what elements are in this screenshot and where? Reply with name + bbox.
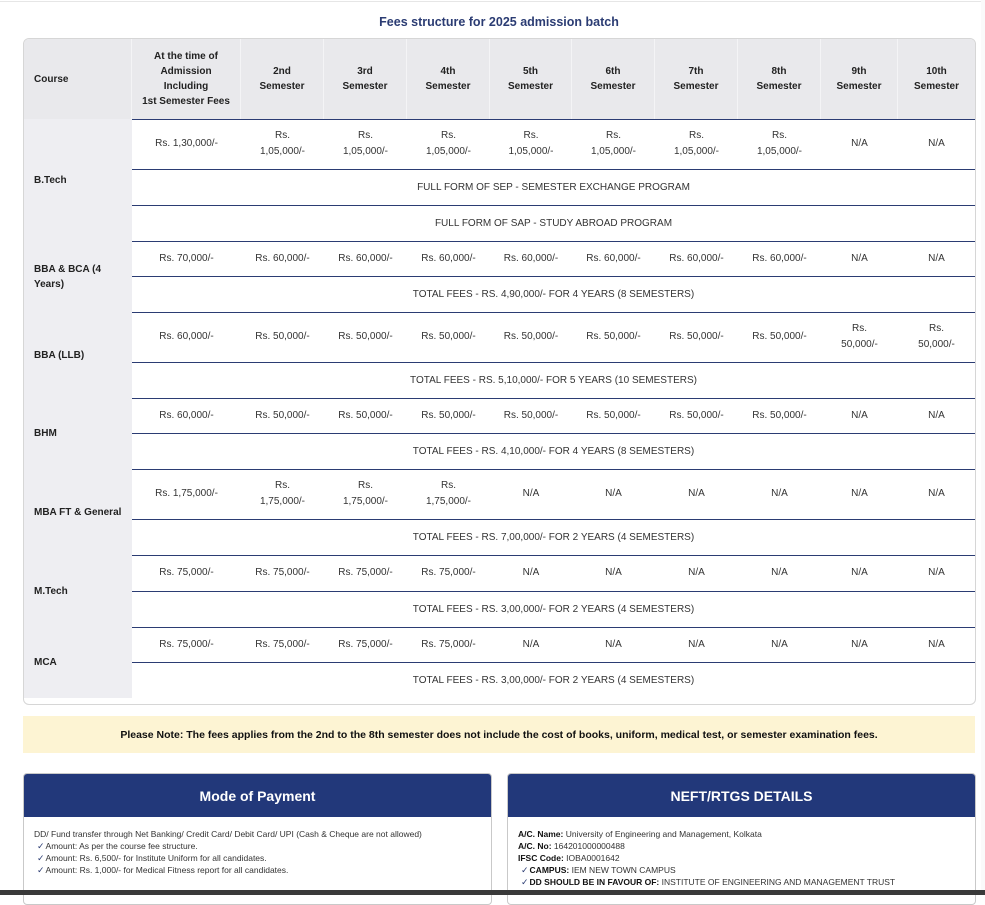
header-sem9-num: 9th [851,66,867,77]
account-number-value: 164201000000488 [551,841,625,851]
header-sem7-num: 7th [688,66,704,77]
course-name: BBA & BCA (4 Years) [24,241,132,312]
payment-item [34,852,481,864]
fee-cell: Rs. 1,05,000/- [508,130,554,157]
payment-methods: DD/ Fund transfer through Net Banking/ Credit Card/ Debit Card/ UPI (Cash & Cheque are not allowed) [34,829,422,839]
payment-item-text: Amount: As per the course fee structure. [45,841,198,851]
header-sem2-label: Semester [259,81,305,92]
fee-cell: Rs. 50,000/- [669,331,724,342]
fee-cell: N/A [928,138,945,149]
ifsc-label: IFSC Code: [518,853,564,863]
fee-cell: N/A [928,252,945,264]
fee-cell: Rs. 50,000/- [503,331,559,342]
fee-cell: Rs. 1,75,000/- [425,480,472,507]
payment-item-text: Amount: Rs. 1,000/- for Medical Fitness report for all candidates. [45,865,289,875]
account-name [518,828,965,840]
fee-cell: Rs. 60,000/- [159,409,214,421]
fee-cell: Rs. 50,000/- [752,331,807,342]
fee-cell: Rs. 1,05,000/- [673,130,720,157]
payment-item [34,840,481,852]
payment-card [23,773,492,905]
fee-cell: Rs. 50,000/- [586,331,641,342]
header-sem6-num: 6th [605,66,621,77]
header-admission-line2: Admission [160,66,212,77]
fee-cell: Rs. 1,75,000/- [259,480,306,507]
fee-cell: Rs. 1,05,000/- [756,130,803,157]
fee-cell: Rs. 70,000/- [159,252,214,264]
fee-cell: N/A [522,488,540,499]
fee-cell: N/A [851,138,868,149]
payment-item-text: Amount: Rs. 6,500/- for Institute Uniform for all candidates. [45,853,267,863]
row-note: TOTAL FEES - RS. 7,00,000/- FOR 2 YEARS (4 SEMESTERS) [412,532,695,543]
neft-body [508,817,975,888]
fee-cell: Rs. 50,000/- [918,323,955,350]
account-number [518,840,965,852]
dd-favour-label: DD SHOULD BE IN FAVOUR OF: [529,877,660,887]
header-sem9 [821,39,898,119]
header-sem7-label: Semester [673,81,719,92]
header-sem10-label: Semester [913,81,960,92]
row-note: TOTAL FEES - RS. 5,10,000/- FOR 5 YEARS (10 SEMESTERS) [410,375,697,386]
dd-favour [518,876,965,888]
page-edge [981,0,985,895]
header-admission-line3: Including [163,81,209,92]
header-course: Course [24,39,132,119]
fee-cell: Rs. 75,000/- [421,638,476,650]
dd-favour-value: INSTITUTE OF ENGINEERING AND MANAGEMENT TRUST [659,877,896,887]
header-sem6 [572,39,655,119]
fee-cell: Rs. 50,000/- [338,331,393,342]
row-note: FULL FORM OF SEP - SEMESTER EXCHANGE PROGRAM [417,182,690,193]
course-name: MCA [24,627,132,698]
row-note: TOTAL FEES - RS. 3,00,000/- FOR 2 YEARS (4 SEMESTERS) [412,675,695,686]
header-sem2 [241,39,324,119]
fee-cell: Rs. 60,000/- [586,252,641,264]
fee-cell: Rs. 1,30,000/- [155,138,218,149]
fee-cell: N/A [851,638,868,650]
header-sem8-label: Semester [756,81,802,92]
check-icon: ✓ [521,865,529,875]
row-note: TOTAL FEES - RS. 4,90,000/- FOR 4 YEARS (8 SEMESTERS) [412,289,695,300]
fee-cell: Rs. 60,000/- [669,252,724,264]
ifsc-code [518,852,965,864]
account-name-value: University of Engineering and Management, Kolkata [563,829,762,839]
fee-cell: N/A [688,567,705,578]
header-admission [132,39,241,119]
fee-cell: Rs. 1,75,000/- [155,488,218,499]
course-name: MBA FT & General [24,469,132,555]
fee-cell: Rs. 75,000/- [159,567,214,578]
fee-cell: N/A [771,567,788,578]
header-sem6-label: Semester [590,81,636,92]
course-name: M.Tech [24,555,132,627]
row-note: TOTAL FEES - RS. 4,10,000/- FOR 4 YEARS (8 SEMESTERS) [412,446,695,457]
fees-note: Please Note: The fees applies from the 2nd to the 8th semester does not include the cost of books, uniform, medical test, or semester examination fees. [23,716,975,753]
fee-cell: N/A [605,638,622,650]
course-name: B.Tech [24,119,132,241]
fee-cell: N/A [771,638,788,650]
fee-cell: Rs. 75,000/- [338,567,393,578]
header-sem10 [898,39,975,119]
fee-cell: N/A [851,567,868,578]
header-sem2-num: 2nd [273,66,291,77]
bottom-scroll-edge [0,890,985,895]
check-icon: ✓ [37,853,45,863]
header-admission-line4: 1st Semester Fees [142,96,230,107]
header-sem3 [324,39,407,119]
fee-cell: Rs. 50,000/- [503,409,559,421]
course-name: BBA (LLB) [24,312,132,398]
account-name-label: A/C. Name: [518,829,564,839]
fee-cell: N/A [851,488,868,499]
neft-title: NEFT/RTGS DETAILS [508,774,975,817]
payment-item [34,864,481,876]
ifsc-value: IOBA0001642 [563,853,620,863]
fee-cell: N/A [771,488,788,499]
account-number-label: A/C. No: [518,841,552,851]
fee-cell: Rs. 50,000/- [421,331,476,342]
header-sem4 [407,39,490,119]
row-note: FULL FORM OF SAP - STUDY ABROAD PROGRAM [434,218,673,229]
fee-cell: Rs. 50,000/- [255,331,310,342]
header-admission-line1: At the time of [154,51,218,62]
fee-cell: N/A [522,638,540,650]
fee-cell: N/A [688,638,705,650]
page-title: Fees structure for 2025 admission batch [379,15,619,29]
header-sem8 [738,39,821,119]
fee-cell: Rs. 75,000/- [159,638,214,650]
fee-cell: Rs. 50,000/- [421,409,476,421]
fee-cell: N/A [522,567,540,578]
neft-card [507,773,976,905]
fee-cell: Rs. 75,000/- [421,567,476,578]
header-sem9-label: Semester [836,81,882,92]
course-name: BHM [24,398,132,469]
header-sem8-num: 8th [771,66,787,77]
fee-cell: Rs. 50,000/- [586,409,641,421]
fee-cell: Rs. 50,000/- [752,409,807,421]
row-note: TOTAL FEES - RS. 3,00,000/- FOR 2 YEARS (4 SEMESTERS) [412,604,695,615]
fee-cell: N/A [688,488,705,499]
header-sem5-label: Semester [507,81,554,92]
header-sem3-num: 3rd [357,66,373,77]
fee-cell: Rs. 60,000/- [159,331,214,342]
campus [518,864,965,876]
header-sem3-label: Semester [342,81,388,92]
top-divider [0,1,985,2]
header-sem5-num: 5th [523,66,538,77]
fee-cell: Rs. 60,000/- [752,252,807,264]
fee-cell: Rs. 50,000/- [669,409,724,421]
fee-cell: Rs. 1,05,000/- [259,130,306,157]
fee-cell: N/A [605,488,622,499]
fee-cell: Rs. 60,000/- [421,252,476,264]
header-sem4-label: Semester [425,81,471,92]
fee-cell: Rs. 60,000/- [255,252,310,264]
fee-cell: N/A [605,567,622,578]
fee-cell: Rs. 50,000/- [338,409,393,421]
fee-cell: Rs. 60,000/- [338,252,393,264]
fee-cell: Rs. 75,000/- [255,638,310,650]
fee-cell: N/A [851,409,868,421]
fee-cell: Rs. 1,05,000/- [342,130,389,157]
header-sem10-num: 10th [926,66,947,77]
fees-table [23,38,976,705]
header-sem5 [490,39,572,119]
fee-cell: N/A [928,409,945,421]
fee-cell: Rs. 75,000/- [255,567,310,578]
fee-cell: Rs. 1,05,000/- [590,130,637,157]
check-icon: ✓ [37,841,45,851]
fee-cell: Rs. 50,000/- [841,323,878,350]
fee-cell: Rs. 75,000/- [338,638,393,650]
fee-cell: N/A [928,488,945,499]
fee-cell: N/A [851,252,868,264]
campus-value: IEM NEW TOWN CAMPUS [569,865,676,875]
fee-cell: N/A [928,567,945,578]
table-header [24,39,975,120]
check-icon: ✓ [37,865,45,875]
fee-cell: N/A [928,638,945,650]
fee-cell: Rs. 1,75,000/- [342,480,389,507]
payment-body [24,817,491,876]
header-sem7 [655,39,738,119]
header-sem4-num: 4th [440,66,456,77]
campus-label: CAMPUS: [529,865,570,875]
payment-title: Mode of Payment [24,774,491,817]
check-icon: ✓ [521,877,529,887]
fee-cell: Rs. 60,000/- [503,252,559,264]
fee-cell: Rs. 50,000/- [255,409,310,421]
fee-cell: Rs. 1,05,000/- [425,130,472,157]
